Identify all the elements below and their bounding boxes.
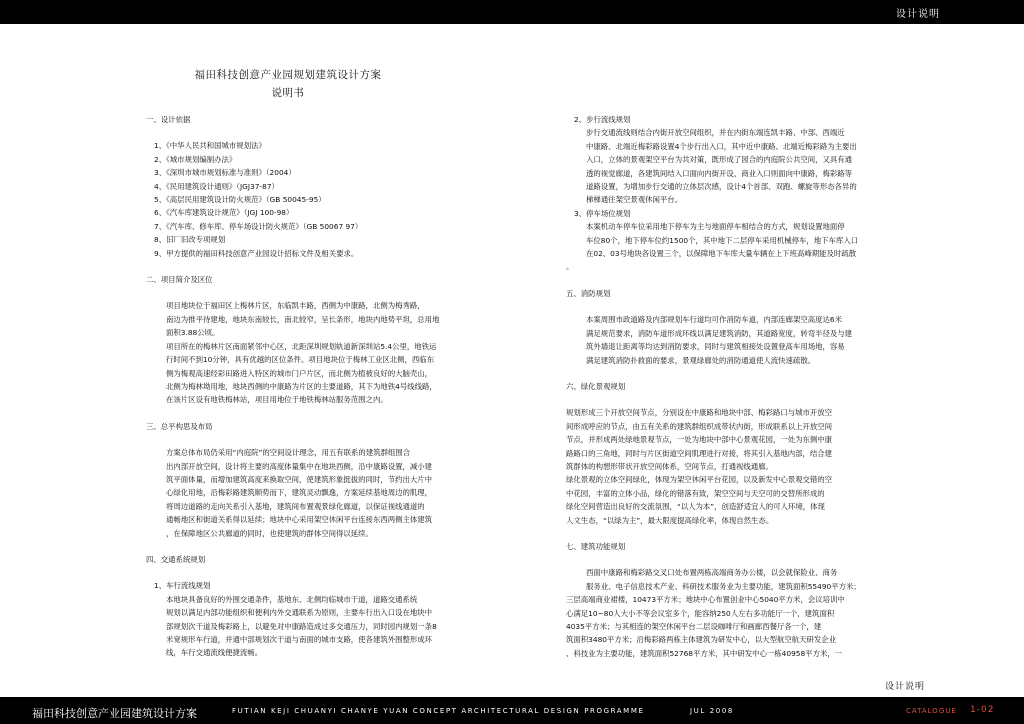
subsection-heading: 3、停车场位规划 [574,208,631,218]
paragraph-line: 方案总体布局仍采用“内庭院”的空间设计理念，用五有联系的建筑群组围合 [166,448,411,458]
section-heading: 三、总平构思及布局 [146,421,213,431]
paragraph-line: 将周边道路的走向关系引入基地，建筑间布置观景绿化廊道，以保证视线通道的 [166,501,425,511]
footer-section-label: 设计说明 [885,682,926,692]
paragraph-gap [146,126,526,139]
paragraph-line: 规划以满足内部功能组织和便利内外交通联系为原则，主要车行出入口设在地块中 [166,608,433,618]
paragraph-line: 车位80个，地下停车位约1500个，其中地下二层停车采用机械停车，地下车库入口 [586,235,859,245]
project-name-en: FUTIAN KEJI CHUANYI CHANYE YUAN CONCEPT ARCHITECTURAL DESIGN PROGRAMME [232,707,645,715]
paragraph-line: 步行交通流线则结合内街开放空间组织，并在内街东端连凯丰路、中部、西端近 [586,128,845,138]
text-column-left [146,113,526,660]
document-date: JUL 2008 [690,707,734,715]
list-item: 1、《中华人民共和国城市规划法》 [154,141,266,151]
paragraph-line: 北侧为梅林坳用地，地块西侧的中康路为片区的主要道路，其下为地铁4号线线路， [166,381,437,391]
section-heading: 一、设计依据 [146,115,191,124]
paragraph-line: 满足规范要求，消防车道形成环线以满足建筑消防，其道路宽度，转弯半径及与建 [586,328,853,338]
document-title: 福田科技创意产业园规划建筑设计方案 [194,69,382,81]
paragraph-line: 满足建筑消防扑救面的要求，景观绿廊处的消防通道使人流快速疏散。 [586,355,816,365]
paragraph-gap [146,566,526,579]
paragraph-line: 梯梯通往架空景观休闲平台。 [586,195,683,205]
section-heading: 六、绿化景观规划 [566,381,626,391]
paragraph-line: 米宽规形车行道，并通中部规划次干道与南面的城市支路，使各建筑外围整形成环 [166,635,433,644]
paragraph-line: 本案周围市政道路及内部规划车行道均可作消防车道，内部连廊架空高度达6米 [586,315,842,325]
paragraph-line: 线，车行交通流线便捷流畅。 [166,648,263,658]
bottom-footer-bar [0,697,1024,724]
paragraph-line: 在02、03号地块各设置三个，以保障地下车库大量车辆在上下班高峰期能及时疏散 [586,249,857,259]
paragraph-line: ，在保障地区公共廊道的同时，也使建筑的群体空间得以延续。 [166,528,373,538]
paragraph-line: 三层高端商业裙楼，10473平方米；地块中心布置创业中心5040平方米，会议培训中 [566,595,845,605]
paragraph-line: 通畅地区和街道关系得以延续；地块中心采用架空休闲平台连接东西两侧主体建筑 [166,515,433,525]
list-item: 9、甲方提供的福田科技创意产业园设计招标文件及相关要求。 [154,248,359,258]
project-name-cn: 福田科技创意产业园建筑设计方案 [32,707,197,720]
paragraph-gap [566,274,942,287]
paragraph-line: 筑平面体量，而增加建筑高度来换取空间，使建筑形象挺拔的同时，节约出大片中 [166,474,433,484]
paragraph-line: 人文生态，“以绿为主”，最大限度提高绿化率，体现自然生态。 [566,515,774,525]
paragraph-line: 透的视觉廊道，各建筑间结入口面向内街开设，商业入口则面向中康路，梅彩路等 [586,168,853,178]
list-item: 7、《汽车库、修车库、停车场设计防火规范》（GB 50067 97） [154,221,363,231]
subsection-heading: 2、步行流线规划 [574,115,631,124]
paragraph-line: 、科技业为主要功能，建筑面积52768平方米，其中研发中心一栋40958平方米，一 [566,648,843,658]
section-heading: 四、交通系统规划 [146,554,206,564]
paragraph-line: 节点，并形成两处绿地景观节点，一处为地块中部中心景观花园，一处为东侧中康 [566,435,833,445]
paragraph-line: 筑面积3480平方米；沿梅彩路两栋主体建筑为研发中心，以大型航空航天研发企业 [566,635,837,645]
paragraph-line: 西面中康路和梅彩路交叉口处布置两栋高端商务办公楼，以会就保险业、商务 [586,568,838,578]
paragraph-gap [566,393,942,406]
catalogue-label: CATALOGUE [906,707,957,715]
paragraph-line: 。 [566,262,574,272]
paragraph-line: 4035平方米；与其相连的架空休闲平台二层设咖啡厅和画廊西餐厅各一个，建 [566,622,822,631]
paragraph-gap [146,260,526,273]
top-header-bar [0,0,1024,24]
paragraph-gap [146,433,526,446]
paragraph-line: 在该片区设有地铁梅林站，项目用地位于地铁梅林站服务范围之内。 [166,395,388,405]
paragraph-line: 路路口的三角地，同时与片区街道空间肌理进行对接，将其引入基地内部，结合建 [566,448,833,458]
paragraph-gap [146,286,526,299]
page-number: 1-02 [970,705,995,715]
section-heading: 五、消防规划 [566,288,611,298]
paragraph-line: 行时间不到10分钟，具有优越的区位条件。项目地块位于梅林工业区北侧，西临东 [166,355,435,365]
paragraph-line: 本案机动车停车位采用地下停车为主与地面停车相结合的方式，规划设置地面停 [586,222,845,232]
subsection-heading: 1、车行流线规划 [154,581,211,591]
paragraph-line: 绿化景观的立体空间绿化，体现为架空休闲平台花园，以及新发中心景观交错的空 [566,475,833,485]
paragraph-line: 筑群体的构想形带状开放空间体系，空间节点，打通视线通廊。 [566,461,773,471]
text-column-right [566,113,942,660]
list-item: 4、《民用建筑设计通则》（JGJ37-87） [154,181,279,191]
paragraph-line: 本地块具备良好的外围交通条件，基地东、北侧均临城市干道，道路交通系统 [166,594,418,604]
paragraph-gap [146,407,526,420]
paragraph-line: 规划形成三个开放空间节点，分别设在中康路和地块中部、梅彩路口与城市开放空 [566,408,833,418]
paragraph-line: 绿化空间营造出良好的交流氛围，“以人为本”，创造舒适宜人的可人环境，体现 [566,502,825,512]
paragraph-line: 服务业、电子信息技术产业、科研技术服务业为主要功能，建筑面积55490平方米； [586,581,861,591]
paragraph-gap [566,527,942,540]
paragraph-gap [566,367,942,380]
paragraph-gap [566,553,942,566]
paragraph-line: 南边为推平待建地，地块东南较长，南北较窄，呈长条形，地块内地势平坦，总用地 [166,314,440,324]
paragraph-line: 中康路、北端近梅彩路设置4个步行出入口，其中近中康路、北端近梅彩路为主要出 [586,141,857,151]
paragraph-line: 面积3.88公顷。 [166,328,220,338]
paragraph-line: 道路设置，为增加步行交通的立体层次感，设计4个首部、双跑、螺旋等形态各异的 [586,182,857,192]
section-heading: 七、建筑功能规划 [566,541,626,551]
document-subtitle: 说明书 [271,87,305,99]
paragraph-line: 心满足10~80人大小不等会议室多个，能容纳250人左右多功能厅一个，建筑面积 [566,608,835,618]
list-item: 6、《汽车库建筑设计规范》（JGJ 100-98） [154,208,294,218]
list-item: 8、旧厂旧改专项规划 [154,235,226,245]
paragraph-gap [566,300,942,313]
header-section-label: 设计说明 [896,9,940,20]
list-item: 2、《城市规划编制办法》 [154,154,237,164]
paragraph-line: 部规划次干道及梅彩路上，以避免对中康路造成过多交通压力，同时园内规划一条8 [166,621,437,631]
list-item: 5、《高层民用建筑设计防火规范》（GB 50045-95） [154,195,326,205]
paragraph-line: 项目地块位于福田区上梅林片区，东临凯丰路，西侧为中康路，北侧为梅秀路， [166,301,425,311]
paragraph-line: 侧为梅观高速经彩田路进入特区的城市门户片区，而北侧为植被良好的大脑壳山， [166,368,433,378]
paragraph-line: 项目所在的梅林片区南面紧邻中心区，北距深圳规划轨道新深圳站5.4公里，地铁运 [166,341,437,351]
paragraph-gap [146,540,526,553]
section-heading: 二、项目简介及区位 [146,275,213,285]
paragraph-line: 入口，立体的景观架空平台为共对策，既形成了园合的内庭院公共空间，又具有通 [586,155,853,165]
list-item: 3、《深圳市城市规划标准与准则》（2004） [154,168,296,178]
paragraph-line: 间形成呼应的节点，由五有关系的建筑群组织成带状内街，形成联系以上开放空间 [566,421,833,431]
paragraph-line: 中花园，丰富的立体小品，绿化的错落有致，架空空间与天空可的交替所形成的 [566,488,825,498]
paragraph-line: 筑外墙退让距离等均达到消防要求，同时与建筑相接处设置登高车用场地，容易 [586,342,845,352]
paragraph-line: 心绿化用地，沿梅彩路建筑顺势而下，建筑灵动飘逸，方案延续基地周边的肌理， [166,488,433,498]
paragraph-line: 出内部开放空间，设计将主要的高度体量集中在地块西侧，沿中康路设置，减小建 [166,461,433,471]
